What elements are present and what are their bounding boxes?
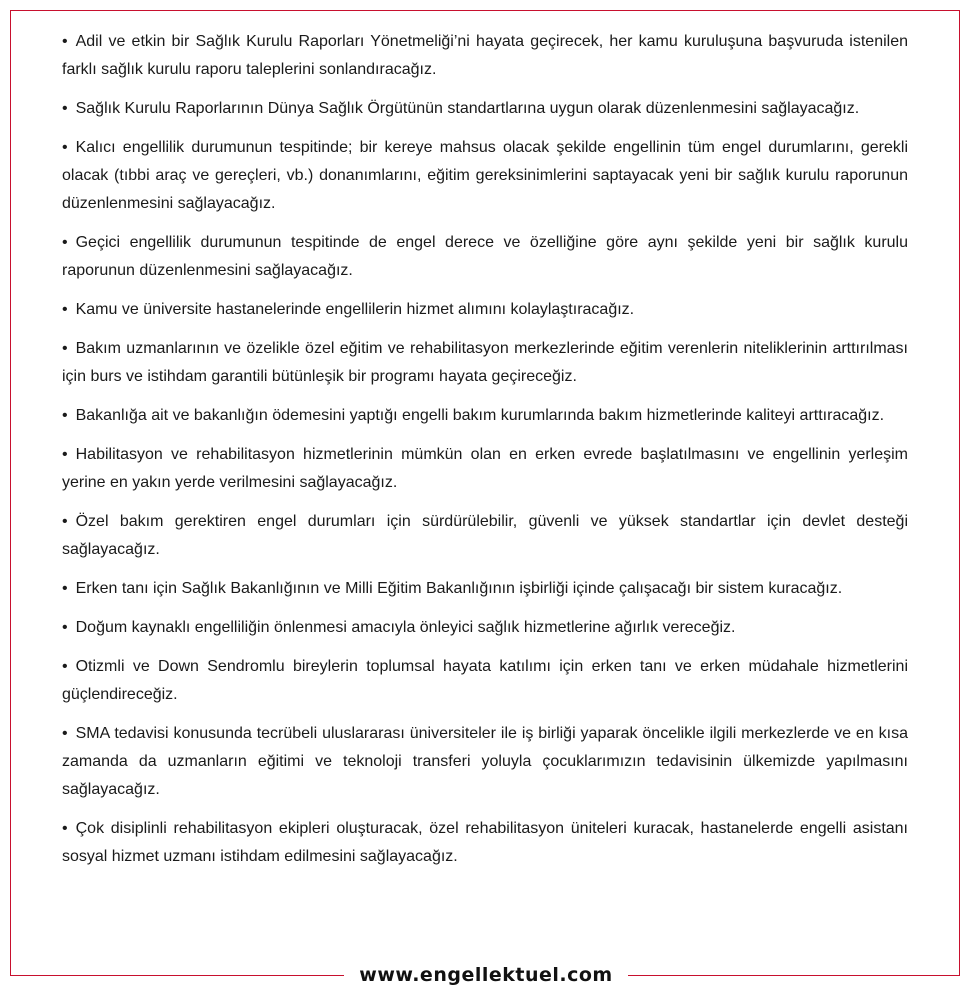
list-item: • Doğum kaynaklı engelliliğin önlenmesi amacıyla önleyici sağlık hizmetlerine ağırlık vereceğiz. [62, 614, 908, 642]
footer-website-link[interactable]: www.engellektuel.com [359, 964, 613, 986]
list-item: • Çok disiplinli rehabilitasyon ekipleri oluşturacak, özel rehabilitasyon üniteleri kuracak, hastanelerde engelli asistanı sosyal hizmet uzmanı istihdam edilmesini sağlayacağız. [62, 815, 908, 871]
list-item: • Sağlık Kurulu Raporlarının Dünya Sağlık Örgütünün standartlarına uygun olarak düzenlenmesini sağlayacağız. [62, 95, 908, 123]
list-item: • Otizmli ve Down Sendromlu bireylerin toplumsal hayata katılımı için erken tanı ve erken müdahale hizmetlerini güçlendireceğiz. [62, 653, 908, 709]
list-item: • Adil ve etkin bir Sağlık Kurulu Raporları Yönetmeliği’ni hayata geçirecek, her kamu kuruluşuna başvuruda istenilen farklı sağlık kurulu raporu taleplerini sonlandıracağız. [62, 28, 908, 84]
list-item: • Geçici engellilik durumunun tespitinde de engel derece ve özelliğine göre aynı şekilde yeni bir sağlık kurulu raporunun düzenlenmesini sağlayacağız. [62, 229, 908, 285]
list-item: • Bakım uzmanlarının ve özelikle özel eğitim ve rehabilitasyon merkezlerinde eğitim verenlerin niteliklerinin arttırılması için burs ve istihdam garantili bütünleşik bir programı hayata geçireceğiz. [62, 335, 908, 391]
footer-divider-left [10, 975, 344, 976]
list-item: • Kalıcı engellilik durumunun tespitinde; bir kereye mahsus olacak şekilde engellinin tüm engel durumlarını, gerekli olacak (tıbbi araç ve gereçleri, vb.) donanımlarını, eğitim gereksinimlerini saptayacak yeni bir sağlık kurulu raporunun düzenlenmesini sağlayacağız. [62, 134, 908, 218]
list-item: • Erken tanı için Sağlık Bakanlığının ve Milli Eğitim Bakanlığının işbirliği içinde çalışacağı bir sistem kuracağız. [62, 575, 908, 603]
footer-divider-right [628, 975, 960, 976]
list-item: • SMA tedavisi konusunda tecrübeli uluslararası üniversiteler ile iş birliği yaparak öncelikle ilgili merkezlerde ve en kısa zamanda da uzmanların eğitimi ve teknoloji transferi yoluyla çocuklarımızın tedavisinin ülkemizde yapılmasını sağlayacağız. [62, 720, 908, 804]
list-item: • Habilitasyon ve rehabilitasyon hizmetlerinin mümkün olan en erken evrede başlatılmasını ve engellinin yerleşim yerine en yakın yerde verilmesini sağlayacağız. [62, 441, 908, 497]
list-item: • Özel bakım gerektiren engel durumları için sürdürülebilir, güvenli ve yüksek standartlar için devlet desteği sağlayacağız. [62, 508, 908, 564]
list-item: • Kamu ve üniversite hastanelerinde engellilerin hizmet alımını kolaylaştıracağız. [62, 296, 908, 324]
list-item: • Bakanlığa ait ve bakanlığın ödemesini yaptığı engelli bakım kurumlarında bakım hizmetlerinde kaliteyi arttıracağız. [62, 402, 908, 430]
commitment-list [62, 28, 908, 871]
